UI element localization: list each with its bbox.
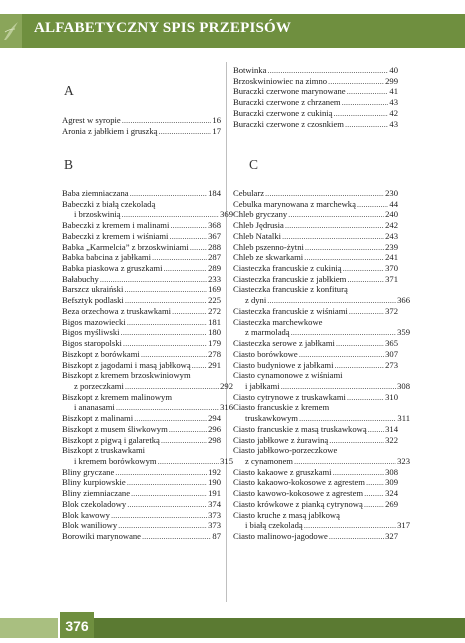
index-entry (233, 231, 398, 242)
entry-title: Ciasto jabłkowe z żurawiną (233, 434, 329, 445)
entry-page-number: 317 (397, 520, 410, 531)
dot-leader (282, 231, 384, 242)
dot-leader (267, 295, 396, 306)
index-entry (233, 381, 410, 392)
entry-title: i brzoskwinią (74, 209, 121, 220)
entry-page-number: 287 (208, 252, 221, 263)
entry-page-number: 289 (208, 263, 221, 274)
dot-leader (294, 456, 396, 467)
dot-leader (134, 413, 207, 424)
dot-leader (142, 531, 211, 542)
entry-title: Barszcz ukraiński (62, 284, 124, 295)
index-entry (62, 413, 221, 424)
entry-page-number: 192 (208, 466, 221, 477)
entry-title: Bigos myśliwski (62, 327, 120, 338)
index-entry (62, 445, 221, 456)
dot-leader (141, 349, 207, 360)
entry-page-number: 243 (385, 230, 398, 241)
entry-page-number: 373 (208, 520, 221, 531)
entry-title: z dyni (245, 295, 267, 306)
dot-leader (328, 76, 384, 87)
index-entry (62, 231, 221, 242)
dot-leader (127, 477, 207, 488)
index-entry (62, 499, 221, 510)
index-entry (233, 65, 398, 76)
index-entry (62, 477, 221, 488)
entry-title: Borowiki marynowane (62, 531, 141, 542)
entry-page-number: 87 (212, 531, 221, 542)
dot-leader (349, 306, 384, 317)
entry-title: Ciasteczka serowe z jabłkami (233, 338, 335, 349)
index-entry (233, 413, 410, 424)
dot-leader (336, 338, 384, 349)
entry-page-number: 44 (389, 198, 398, 209)
dot-leader (131, 488, 207, 499)
dot-leader (169, 231, 207, 242)
dot-leader (285, 220, 384, 231)
dot-leader (111, 510, 207, 521)
entry-title: z porzeczkami (74, 380, 124, 391)
entry-title: Ciasteczka marchewkowe (233, 316, 323, 327)
index-entry (62, 115, 221, 126)
entry-page-number: 323 (397, 456, 410, 466)
entry-title: z marmoladą (245, 327, 290, 338)
index-entry (62, 510, 221, 521)
entry-page-number: 299 (385, 75, 398, 86)
entry-page-number: 296 (208, 423, 221, 434)
entry-title: Babka babcina z jabłkami (62, 252, 152, 263)
index-entry (62, 306, 221, 317)
entry-title: Biszkopt z kremem brzoskwiniowym (62, 370, 191, 381)
header-ornament (0, 14, 22, 48)
dot-leader (163, 263, 207, 274)
entry-title: Buraczki czerwone marynowane (233, 86, 346, 97)
entry-page-number: 179 (208, 338, 221, 349)
entry-title: Bigos mazowiecki (62, 316, 126, 327)
index-entry (62, 467, 221, 478)
index-entry (62, 402, 233, 413)
dot-leader (161, 435, 207, 446)
entry-title: Biszkopt z jagodami i masą jabłkową (62, 359, 191, 370)
dot-leader (190, 242, 207, 253)
leaf-ornament-icon (2, 20, 20, 42)
entry-title: Biszkopt z pigwą i galaretką (62, 434, 160, 445)
index-entry (62, 126, 221, 137)
dot-leader (347, 274, 384, 285)
entry-title: Blok kawowy (62, 509, 110, 520)
entry-title: Ciasto francuskie z kremem (233, 402, 330, 413)
entry-page-number: 181 (208, 316, 221, 327)
section-letter: C (249, 157, 259, 172)
section-letter: A (64, 83, 74, 98)
entry-page-number: 230 (385, 188, 398, 198)
entry-title: Babka piaskowa z gruszkami (62, 263, 163, 274)
dot-leader (304, 252, 384, 263)
entry-title: Agrest w syropie (62, 115, 121, 125)
entry-title: Babeczki z kremem i malinami (62, 220, 170, 231)
entry-page-number: 184 (208, 188, 221, 198)
index-entry (62, 252, 221, 263)
column-divider (226, 62, 227, 602)
entry-title: Baba ziemniaczana (62, 188, 129, 198)
entry-page-number: 327 (385, 531, 398, 542)
dot-leader (130, 188, 208, 199)
entry-title: Ciasto francuskie z masą truskawkową (233, 423, 367, 434)
index-entry (62, 488, 221, 499)
entry-title: Babeczki z kremem i wiśniami (62, 230, 169, 241)
index-entry (233, 531, 398, 542)
index-entry (62, 220, 221, 231)
entry-page-number: 225 (208, 295, 221, 306)
entry-page-number: 294 (208, 413, 221, 424)
entry-page-number: 233 (208, 273, 221, 284)
entry-title: Botwinka (233, 65, 267, 75)
entry-title: Blok czekoladowy (62, 498, 127, 509)
index-entry (62, 295, 221, 306)
entry-page-number: 16 (212, 115, 221, 125)
dot-leader (121, 327, 208, 338)
index-entry (233, 76, 398, 87)
right-index-column (233, 0, 410, 610)
left-index-column (62, 0, 233, 610)
entry-title: Biszkopt z truskawkami (62, 445, 146, 456)
index-entry (62, 360, 221, 371)
entry-title: Chleb Natalki (233, 230, 281, 241)
dot-leader (125, 295, 207, 306)
dot-leader (288, 209, 384, 220)
index-entry (62, 263, 221, 274)
entry-title: Biszkopt z musem śliwkowym (62, 423, 168, 434)
entry-title: Ciasteczka francuskie z konfiturą (233, 284, 348, 295)
index-entry (62, 392, 221, 403)
dot-leader (100, 274, 207, 285)
entry-title: Ciasto kruche z masą jabłkową (233, 509, 340, 520)
index-entry (62, 199, 221, 210)
section-letter: B (64, 157, 74, 172)
index-entry (233, 188, 398, 199)
entry-title: i białą czekoladą (245, 520, 303, 531)
entry-page-number: 242 (385, 220, 398, 231)
entry-page-number: 311 (397, 413, 410, 424)
dot-leader (127, 317, 207, 328)
entry-page-number: 41 (389, 86, 398, 97)
entry-page-number: 365 (385, 338, 398, 349)
index-entry (233, 252, 398, 263)
index-entry (233, 242, 398, 253)
index-entry (233, 488, 398, 499)
entry-title: Beza orzechowa z truskawkami (62, 305, 172, 316)
entry-page-number: 269 (385, 498, 398, 509)
dot-leader (368, 424, 384, 435)
entry-title: truskawkowym (245, 413, 298, 424)
entry-title: i kremem borówkowym (74, 456, 157, 466)
entry-title: Bałabuchy (62, 273, 99, 284)
index-entry (62, 424, 221, 435)
entry-title: Ciasto kakaowe z gruszkami (233, 466, 332, 477)
index-entry (233, 295, 410, 306)
dot-leader (281, 381, 397, 392)
dot-leader (267, 65, 388, 76)
index-entry (62, 456, 233, 467)
index-entry (233, 86, 398, 97)
dot-leader (158, 456, 220, 467)
entry-title: Babka „Karmelcia” z brzoskwiniami (62, 241, 189, 252)
entry-page-number: 43 (389, 97, 398, 108)
index-entry (62, 317, 221, 328)
entry-title: Brzoskwiniowiec na zimno (233, 75, 328, 86)
entry-page-number: 308 (385, 466, 398, 477)
entry-title: Chleb gryczany (233, 209, 288, 220)
entry-title: Ciasto cynamonowe z wiśniami (233, 370, 343, 381)
entry-page-number: 272 (208, 305, 221, 316)
entry-title: Ciasto budyniowe z jabłkami (233, 359, 334, 370)
dot-leader (125, 381, 219, 392)
index-entry (62, 381, 233, 392)
index-entry (233, 220, 398, 231)
dot-leader (170, 220, 207, 231)
index-entry (233, 349, 398, 360)
entry-title: Ciasto krówkowe z pianką cytrynową (233, 498, 363, 509)
index-entry (62, 274, 221, 285)
index-entry (233, 467, 398, 478)
entry-title: Blok waniliowy (62, 520, 118, 531)
entry-page-number: 366 (397, 295, 410, 306)
page-number: 376 (60, 612, 94, 638)
dot-leader (124, 284, 207, 295)
index-entry (233, 119, 398, 130)
entry-title: Biszkopt z kremem malinowym (62, 391, 173, 402)
entry-title: Biszkopt z malinami (62, 413, 134, 424)
entry-title: Bliny gryczane (62, 466, 115, 477)
index-entry (233, 263, 398, 274)
entry-title: Buraczki czerwone z czosnkiem (233, 118, 344, 129)
entry-page-number: 307 (385, 348, 398, 359)
entry-page-number: 298 (208, 434, 221, 445)
dot-leader (366, 477, 384, 488)
dot-leader (291, 327, 396, 338)
entry-page-number: 315 (220, 456, 233, 466)
entry-page-number: 322 (385, 434, 398, 445)
index-entry (233, 199, 398, 210)
dot-leader (158, 126, 211, 137)
entry-title: Bigos staropolski (62, 338, 122, 349)
index-entry (62, 327, 221, 338)
index-entry (233, 209, 398, 220)
entry-title: Cebulka marynowana z marchewką (233, 198, 356, 209)
dot-leader (345, 119, 388, 130)
entry-page-number: 372 (385, 305, 398, 316)
index-entry (233, 360, 398, 371)
entry-title: Ciasto jabłkowo-porzeczkowe (233, 445, 338, 456)
index-entry (62, 435, 221, 446)
dot-leader (333, 467, 385, 478)
entry-page-number: 240 (385, 209, 398, 220)
entry-page-number: 314 (385, 423, 398, 434)
index-entry (233, 274, 398, 285)
entry-title: Ciasteczka francuskie z cukinią (233, 263, 342, 274)
index-entry (62, 531, 221, 542)
dot-leader (299, 413, 396, 424)
entry-title: Chleb pszenno-żytni (233, 241, 304, 252)
page-footer (0, 612, 465, 643)
entry-page-number: 43 (389, 118, 398, 129)
index-entry (233, 424, 398, 435)
index-entry (233, 338, 398, 349)
index-entry (62, 209, 233, 220)
entry-page-number: 40 (389, 65, 398, 75)
dot-leader (172, 306, 207, 317)
entry-title: Chleb Jędrusia (233, 220, 284, 231)
index-entry (62, 284, 221, 295)
dot-leader (265, 188, 384, 199)
index-entry (233, 370, 398, 381)
page-title: ALFABETYCZNY SPIS PRZEPISÓW (34, 20, 292, 36)
index-entry (233, 327, 410, 338)
dot-leader (334, 108, 389, 119)
entry-page-number: 374 (208, 498, 221, 509)
index-entry (233, 520, 410, 531)
entry-page-number: 17 (212, 125, 221, 136)
index-entry (62, 349, 221, 360)
entry-title: z cynamonem (245, 456, 293, 466)
index-entry (233, 402, 398, 413)
dot-leader (305, 242, 384, 253)
index-entry (233, 317, 398, 328)
entry-page-number: 371 (385, 273, 398, 284)
entry-title: Biszkopt z borówkami (62, 348, 140, 359)
entry-page-number: 316 (220, 402, 233, 413)
index-entry (233, 499, 398, 510)
dot-leader (347, 392, 384, 403)
dot-leader (122, 115, 212, 126)
dot-leader (152, 252, 207, 263)
index-entry (233, 306, 398, 317)
entry-title: Ciasto borówkowe (233, 348, 298, 359)
entry-title: Bliny ziemniaczane (62, 488, 131, 499)
index-entry (62, 520, 221, 531)
entry-title: Ciasto kawowo-kokosowe z agrestem (233, 488, 364, 499)
index-entry (233, 510, 398, 521)
entry-page-number: 368 (208, 220, 221, 231)
entry-page-number: 239 (385, 241, 398, 252)
entry-page-number: 288 (208, 241, 221, 252)
dot-leader (343, 263, 385, 274)
dot-leader (329, 435, 384, 446)
entry-page-number: 310 (385, 391, 398, 402)
entry-page-number: 308 (397, 380, 410, 391)
index-entry (62, 188, 221, 199)
entry-title: Babeczki z białą czekoladą (62, 198, 156, 209)
entry-title: Buraczki czerwone z cukinią (233, 107, 333, 118)
entry-page-number: 309 (385, 477, 398, 488)
dot-leader (304, 520, 396, 531)
index-entry (233, 456, 410, 467)
dot-leader (192, 360, 207, 371)
entry-page-number: 324 (385, 488, 398, 499)
dot-leader (123, 338, 207, 349)
footer-left-band (0, 618, 58, 638)
entry-page-number: 190 (208, 477, 221, 488)
entry-page-number: 373 (208, 509, 221, 520)
index-entry (62, 338, 221, 349)
index-entry (233, 284, 398, 295)
dot-leader (115, 467, 207, 478)
entry-title: Chleb ze skwarkami (233, 252, 304, 263)
dot-leader (342, 97, 389, 108)
entry-page-number: 370 (385, 263, 398, 274)
entry-page-number: 369 (220, 209, 233, 220)
entry-page-number: 42 (389, 107, 398, 118)
index-entry (233, 477, 398, 488)
entry-page-number: 169 (208, 284, 221, 295)
dot-leader (122, 209, 220, 220)
entry-title: Ciasteczka francuskie z wiśniami (233, 305, 348, 316)
entry-title: i ananasami (74, 402, 115, 413)
entry-title: Ciasteczka francuskie z jabłkiem (233, 273, 347, 284)
entry-title: Aronia z jabłkiem i gruszką (62, 125, 158, 136)
entry-page-number: 273 (385, 359, 398, 370)
index-entry (233, 435, 398, 446)
dot-leader (116, 402, 219, 413)
entry-title: Ciasto malinowo-jagodowe (233, 531, 328, 542)
entry-title: i jabłkami (245, 380, 280, 391)
index-entry (233, 445, 398, 456)
dot-leader (299, 349, 384, 360)
entry-page-number: 291 (208, 359, 221, 370)
entry-page-number: 191 (208, 488, 221, 499)
entry-title: Cebularz (233, 188, 265, 198)
entry-page-number: 359 (397, 327, 410, 338)
dot-leader (347, 86, 389, 97)
entry-title: Ciasto kakaowo-kokosowe z agrestem (233, 477, 365, 488)
dot-leader (329, 531, 384, 542)
index-entry (233, 97, 398, 108)
index-entry (233, 392, 398, 403)
entry-title: Buraczki czerwone z chrzanem (233, 97, 341, 108)
footer-right-band (94, 618, 465, 638)
dot-leader (364, 488, 384, 499)
index-entry (233, 108, 398, 119)
dot-leader (334, 360, 384, 371)
index-entry (62, 242, 221, 253)
dot-leader (357, 199, 389, 210)
entry-page-number: 241 (385, 252, 398, 263)
entry-title: Bliny kurpiowskie (62, 477, 126, 488)
dot-leader (127, 499, 207, 510)
entry-page-number: 180 (208, 327, 221, 338)
entry-page-number: 292 (220, 380, 233, 391)
index-entry (62, 370, 221, 381)
dot-leader (169, 424, 207, 435)
dot-leader (118, 520, 207, 531)
dot-leader (364, 499, 384, 510)
entry-title: Ciasto cytrynowe z truskawkami (233, 391, 346, 402)
entry-page-number: 367 (208, 230, 221, 241)
entry-title: Befsztyk podlaski (62, 295, 124, 306)
entry-page-number: 278 (208, 348, 221, 359)
